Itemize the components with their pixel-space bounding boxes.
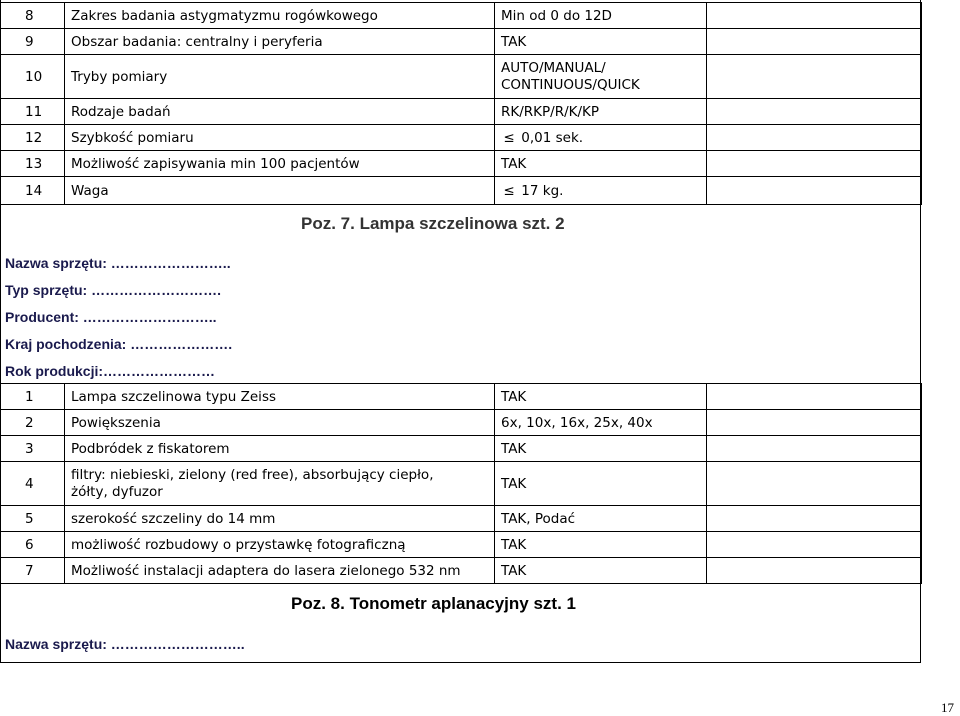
row-description: Podbródek z fiskatorem	[65, 436, 495, 462]
row-value: Min od 0 do 12D	[495, 3, 707, 29]
row-offer-cell	[707, 29, 922, 55]
spec-table-slit-lamp	[0, 383, 922, 584]
row-number: 13	[1, 151, 65, 177]
row-number: 8	[1, 3, 65, 29]
row-value: TAK, Podać	[495, 506, 707, 532]
row-offer-cell	[707, 558, 922, 584]
row-offer-cell	[707, 384, 922, 410]
table-row	[1, 558, 922, 584]
row-value: TAK	[495, 462, 707, 506]
table-row	[1, 177, 922, 205]
table-row	[1, 532, 922, 558]
section-heading-poz7: Poz. 7. Lampa szczelinowa szt. 2	[301, 214, 565, 233]
row-number: 3	[1, 436, 65, 462]
row-value-text: 0,01 sek.	[521, 129, 584, 146]
row-value: TAK	[495, 436, 707, 462]
table-row	[1, 125, 922, 151]
table-row	[1, 151, 922, 177]
field-producer: Producent: ………………………..	[5, 309, 217, 325]
row-number: 4	[1, 462, 65, 506]
row-value: RK/RKP/R/K/KP	[495, 99, 707, 125]
row-number: 2	[1, 410, 65, 436]
row-value	[495, 55, 707, 99]
row-value	[495, 177, 707, 205]
row-number: 5	[1, 506, 65, 532]
row-value: TAK	[495, 558, 707, 584]
row-description: filtry: niebieski, zielony (red free), absorbujący ciepło, żółty, dyfuzor	[65, 462, 495, 506]
row-description: Rodzaje badań	[65, 99, 495, 125]
row-number: 14	[1, 177, 65, 205]
row-description: Możliwość instalacji adaptera do lasera zielonego 532 nm	[65, 558, 495, 584]
table-row	[1, 99, 922, 125]
row-number: 6	[1, 532, 65, 558]
row-description: szerokość szczeliny do 14 mm	[65, 506, 495, 532]
row-description: możliwość rozbudowy o przystawkę fotograficzną	[65, 532, 495, 558]
table-row	[1, 29, 922, 55]
row-value: 6x, 10x, 16x, 25x, 40x	[495, 410, 707, 436]
row-offer-cell	[707, 177, 922, 205]
row-offer-cell	[707, 506, 922, 532]
section-heading-poz8: Poz. 8. Tonometr aplanacyjny szt. 1	[291, 594, 576, 613]
row-value	[495, 125, 707, 151]
row-offer-cell	[707, 410, 922, 436]
field-equipment-name: Nazwa sprzętu: ……………………..	[5, 255, 231, 271]
row-offer-cell	[707, 99, 922, 125]
less-equal-symbol: ≤	[503, 182, 515, 199]
row-description: Waga	[65, 177, 495, 205]
less-equal-symbol: ≤	[503, 129, 515, 146]
row-description: Szybkość pomiaru	[65, 125, 495, 151]
row-number: 10	[1, 55, 65, 99]
spec-table-autorefractometer	[0, 2, 922, 205]
row-description: Możliwość zapisywania min 100 pacjentów	[65, 151, 495, 177]
table-row	[1, 506, 922, 532]
field-production-year: Rok produkcji:……………………	[5, 363, 216, 379]
table-row	[1, 462, 922, 506]
row-value: TAK	[495, 151, 707, 177]
row-number: 9	[1, 29, 65, 55]
field-equipment-name: Nazwa sprzętu: ………………………..	[5, 636, 245, 652]
row-offer-cell	[707, 125, 922, 151]
row-number: 1	[1, 384, 65, 410]
row-offer-cell	[707, 151, 922, 177]
row-offer-cell	[707, 55, 922, 99]
table-row	[1, 436, 922, 462]
row-number: 12	[1, 125, 65, 151]
row-value-line: CONTINUOUS/QUICK	[501, 76, 640, 93]
row-value-line: AUTO/MANUAL/	[501, 59, 606, 76]
row-value-text: 17 kg.	[521, 182, 564, 199]
row-offer-cell	[707, 3, 922, 29]
page-number: 17	[941, 700, 954, 715]
row-description: Powiększenia	[65, 410, 495, 436]
field-country-of-origin: Kraj pochodzenia: ………………….	[5, 336, 233, 352]
row-value: TAK	[495, 29, 707, 55]
row-offer-cell	[707, 532, 922, 558]
row-offer-cell	[707, 436, 922, 462]
row-value: TAK	[495, 384, 707, 410]
row-description: Zakres badania astygmatyzmu rogówkowego	[65, 3, 495, 29]
row-offer-cell	[707, 462, 922, 506]
row-description: Lampa szczelinowa typu Zeiss	[65, 384, 495, 410]
table-row	[1, 410, 922, 436]
row-value: TAK	[495, 532, 707, 558]
table-row	[1, 384, 922, 410]
table-row	[1, 3, 922, 29]
row-number: 7	[1, 558, 65, 584]
field-equipment-type: Typ sprzętu: ……………………….	[5, 282, 221, 298]
row-description: Obszar badania: centralny i peryferia	[65, 29, 495, 55]
row-number: 11	[1, 99, 65, 125]
table-row	[1, 55, 922, 99]
row-description: Tryby pomiary	[65, 55, 495, 99]
